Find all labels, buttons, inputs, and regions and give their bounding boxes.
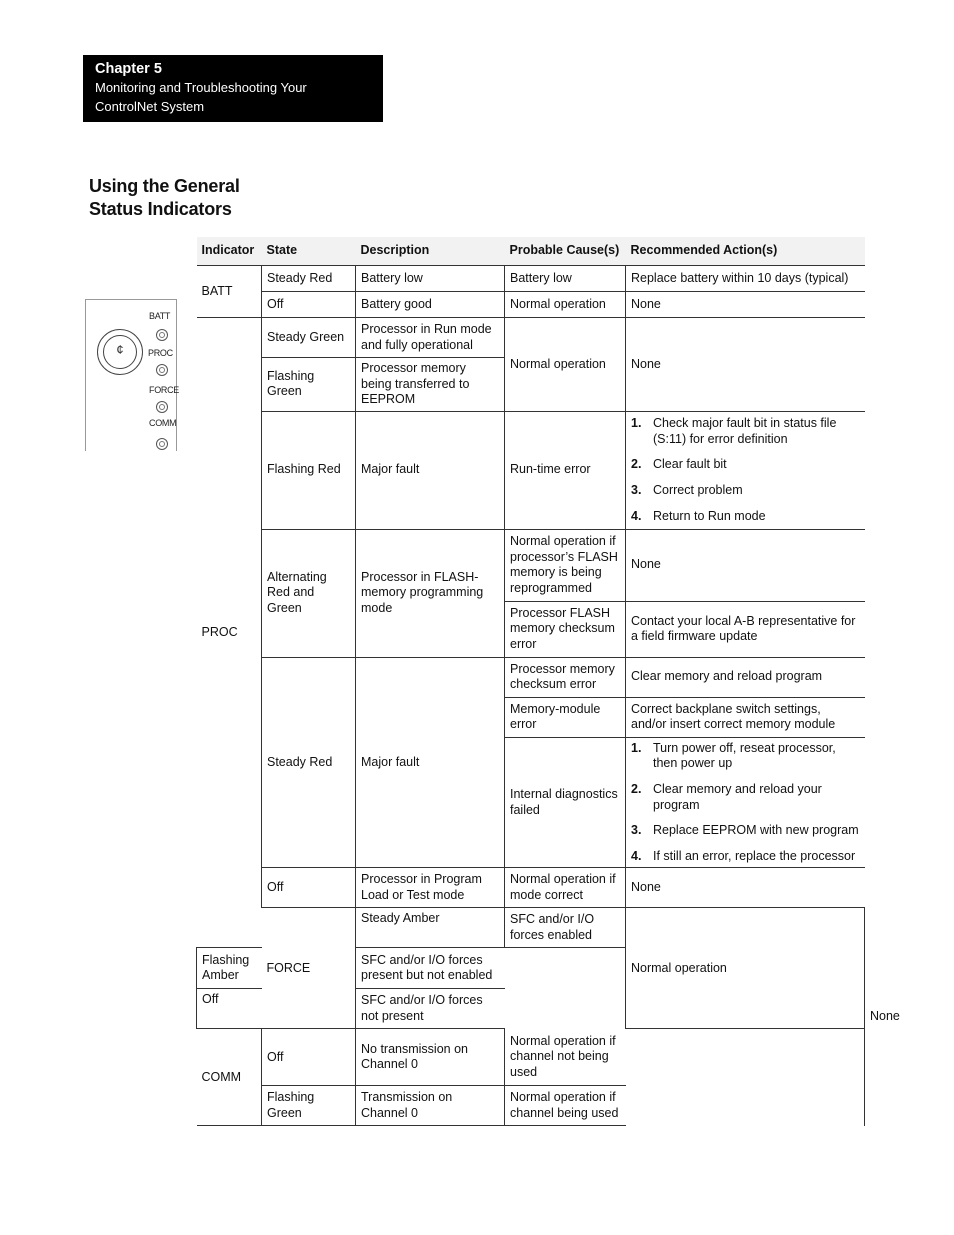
state-cell: Off — [262, 292, 356, 318]
table-row — [197, 868, 865, 908]
list-item — [631, 741, 860, 772]
list-item — [631, 509, 860, 525]
cause-cell: Normal operation — [505, 292, 626, 318]
panel-label-comm: COMM — [149, 418, 177, 428]
proc-led-icon — [156, 364, 168, 376]
table-row — [197, 411, 865, 529]
table-row — [197, 266, 865, 292]
action-steps-list — [631, 741, 860, 865]
step-number: 3. — [631, 823, 642, 838]
chapter-subtitle-line2: ControlNet System — [95, 99, 205, 114]
cause-cell: Memory-module error — [505, 697, 626, 737]
table-row — [197, 657, 865, 697]
action-cell: None — [626, 292, 865, 318]
cause-cell: Internal diagnostics failed — [505, 737, 626, 868]
table-row — [197, 1086, 865, 1126]
list-item — [631, 483, 860, 499]
panel-label-proc: PROC — [148, 348, 173, 358]
list-item — [631, 849, 860, 865]
description-cell: Major fault — [356, 411, 505, 529]
table-row — [197, 292, 865, 318]
cause-cell: Normal operation if processor’s FLASH memory is being reprogrammed — [505, 529, 626, 601]
batt-led-icon — [156, 329, 168, 341]
header-description: Description — [356, 237, 505, 266]
description-cell: SFC and/or I/O forces not present — [356, 989, 505, 1029]
state-cell: Steady Green — [262, 318, 356, 358]
description-cell: Transmission on Channel 0 — [356, 1086, 505, 1126]
list-item — [631, 782, 860, 813]
description-cell: No transmission on Channel 0 — [356, 1029, 505, 1086]
step-text: Turn power off, reseat processor, then power up — [653, 740, 836, 771]
indicator-force: FORCE — [262, 908, 356, 1029]
state-cell: Off — [262, 868, 356, 908]
step-number: 1. — [631, 416, 642, 431]
step-number: 4. — [631, 848, 642, 863]
panel-label-batt: BATT — [149, 311, 171, 321]
list-item — [631, 823, 860, 839]
chapter-label: Chapter 5 — [95, 61, 162, 77]
step-number: 2. — [631, 781, 642, 796]
step-number: 2. — [631, 457, 642, 472]
table-row: FORCE Steady Amber SFC and/or I/O forces enabled Normal operation None — [197, 908, 865, 948]
comm-led-icon — [156, 438, 168, 450]
step-text: Check major fault bit in status file (S:11) for error definition — [653, 416, 837, 446]
step-text: Return to Run mode — [653, 508, 766, 523]
step-number: 4. — [631, 508, 642, 523]
cause-cell: Normal operation if channel being used — [505, 1086, 626, 1126]
cause-cell: Normal operation — [626, 908, 865, 1029]
state-cell: Off — [262, 1029, 356, 1086]
force-led-icon — [156, 401, 168, 413]
description-cell: Processor in FLASH-memory programming mode — [356, 529, 505, 657]
state-cell: Off — [197, 989, 262, 1029]
state-cell: Flashing Amber — [197, 948, 262, 989]
indicator-panel-illustration — [85, 299, 180, 451]
indicator-comm: COMM — [197, 1029, 262, 1126]
description-cell: SFC and/or I/O forces present but not enabled — [356, 948, 505, 989]
header-indicator: Indicator — [197, 237, 262, 266]
description-cell: Processor in Run mode and fully operational — [356, 318, 505, 358]
action-cell: Contact your local A-B representative for a field firmware update — [626, 601, 865, 657]
indicator-batt: BATT — [197, 266, 262, 318]
action-cell: Correct backplane switch settings, and/or insert correct memory module — [626, 697, 865, 737]
action-cell: None — [626, 318, 865, 412]
step-text: Clear memory and reload your program — [653, 781, 822, 812]
status-indicator-table — [196, 237, 900, 1126]
state-cell: Flashing Green — [262, 358, 356, 412]
section-title — [89, 175, 240, 221]
header-probable-causes: Probable Cause(s) — [505, 237, 626, 266]
cause-cell: Processor FLASH memory checksum error — [505, 601, 626, 657]
header-recommended-actions: Recommended Action(s) — [626, 237, 865, 266]
panel-label-force: FORCE — [149, 385, 180, 395]
cause-cell: Battery low — [505, 266, 626, 292]
state-cell: Alternating Red and Green — [262, 529, 356, 657]
cause-cell: Normal operation if mode correct — [505, 868, 626, 908]
indicator-proc: PROC — [197, 318, 262, 948]
chapter-header — [83, 55, 383, 122]
description-cell: Major fault — [356, 657, 505, 868]
cause-cell: Run-time error — [505, 411, 626, 529]
action-steps-cell — [626, 411, 865, 529]
list-item — [631, 457, 860, 473]
keyswitch-icon — [97, 329, 143, 375]
table-row — [197, 318, 865, 358]
state-cell: Steady Red — [262, 266, 356, 292]
action-steps-list — [631, 416, 860, 524]
description-cell: Processor memory being transferred to EEPROM — [356, 358, 505, 412]
section-title-line1: Using the General — [89, 176, 240, 196]
step-text: Replace EEPROM with new program — [653, 823, 859, 838]
list-item — [631, 416, 860, 447]
action-cell: None — [626, 529, 865, 601]
chapter-subtitle-line1: Monitoring and Troubleshooting Your — [95, 80, 307, 95]
table-header-row — [197, 237, 865, 266]
description-cell: Battery low — [356, 266, 505, 292]
step-text: Correct problem — [653, 483, 743, 498]
description-cell: SFC and/or I/O forces enabled — [505, 908, 626, 948]
action-cell: Clear memory and reload program — [626, 657, 865, 697]
action-steps-cell — [626, 737, 865, 868]
step-number: 1. — [631, 740, 642, 755]
state-cell: Steady Amber — [356, 908, 505, 948]
cause-cell: Processor memory checksum error — [505, 657, 626, 697]
action-cell: None — [626, 868, 865, 908]
step-text: Clear fault bit — [653, 457, 727, 472]
cause-cell: Normal operation if channel not being used — [505, 1029, 626, 1086]
keyswitch-symbol: ¢ — [116, 342, 124, 357]
table-row — [197, 1029, 865, 1086]
step-number: 3. — [631, 483, 642, 498]
section-title-line2: Status Indicators — [89, 199, 232, 219]
table-row — [197, 529, 865, 601]
cause-cell: Normal operation — [505, 318, 626, 412]
action-cell: Replace battery within 10 days (typical) — [626, 266, 865, 292]
description-cell: Battery good — [356, 292, 505, 318]
state-cell: Steady Red — [262, 657, 356, 868]
header-state: State — [262, 237, 356, 266]
description-cell: Processor in Program Load or Test mode — [356, 868, 505, 908]
state-cell: Flashing Green — [262, 1086, 356, 1126]
state-cell: Flashing Red — [262, 411, 356, 529]
step-text: If still an error, replace the processor — [653, 848, 856, 863]
